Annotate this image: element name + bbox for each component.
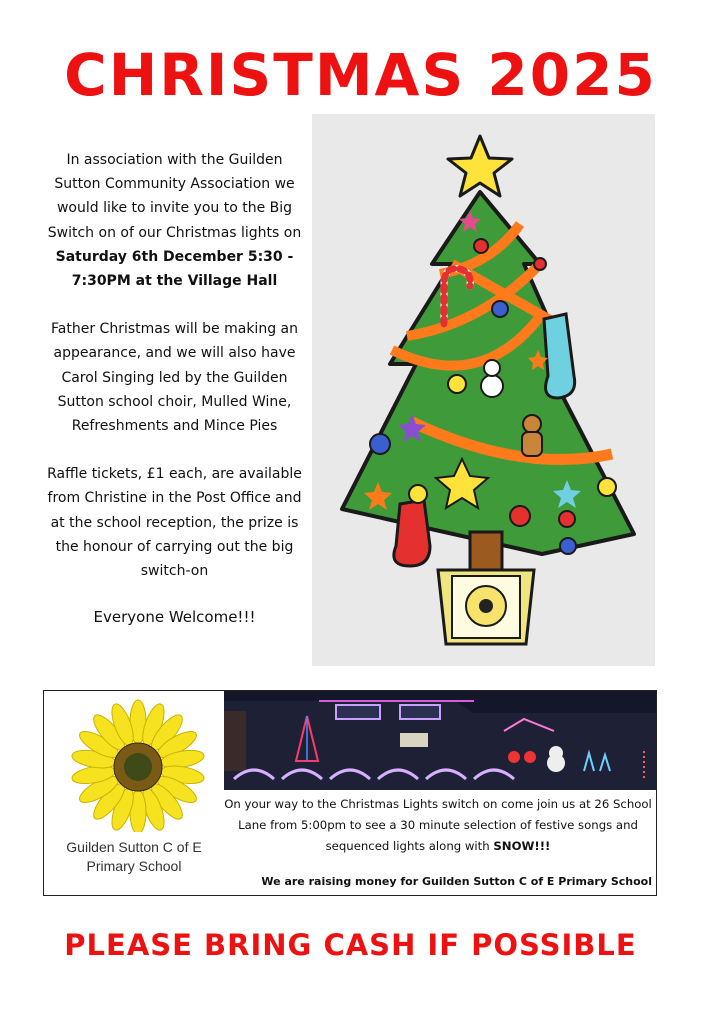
lights-event-box (43, 690, 657, 896)
school-logo-sunflower (58, 697, 218, 832)
school-name-line2: Primary School (86, 858, 182, 874)
fundraising-note: We are raising money for Guilden Sutton C of E Primary School (261, 875, 652, 888)
lights-invitation-text (224, 794, 652, 857)
invitation-paragraph (42, 148, 307, 293)
invitation-text (42, 148, 307, 629)
cash-reminder-banner: PLEASE BRING CASH IF POSSIBLE (64, 928, 637, 962)
invitation-lead: In association with the Guilden Sutton Community Association we would like to invite you to the Big Switch on of our Christmas lights on (47, 152, 302, 241)
father-christmas-paragraph: Father Christmas will be making an appearance, and we will also have Carol Singing led by the Guilden Sutton school choir, Mulled Wine, Refreshments and Mince Pies (51, 321, 298, 435)
page-title: CHRISTMAS 2025 (64, 41, 657, 109)
christmas-tree-illustration (312, 114, 655, 666)
raffle-paragraph: Raffle tickets, £1 each, are available from Christine in the Post Office and at the school reception, the prize is the honour of carrying out the big switch-on (47, 466, 302, 580)
school-name-line1: Guilden Sutton C of E (66, 839, 202, 855)
house-lights-photo (224, 691, 656, 790)
school-name (44, 838, 224, 876)
snow-highlight: SNOW!!! (493, 839, 551, 853)
lights-invitation-lead: On your way to the Christmas Lights switch on come join us at 26 School Lane from 5:00pm to see a 30 minute selection of festive songs and sequenced lights along with (224, 797, 652, 853)
welcome-line: Everyone Welcome!!! (93, 608, 256, 627)
event-date-time: Saturday 6th December 5:30 - 7:30PM at the Village Hall (55, 248, 294, 290)
